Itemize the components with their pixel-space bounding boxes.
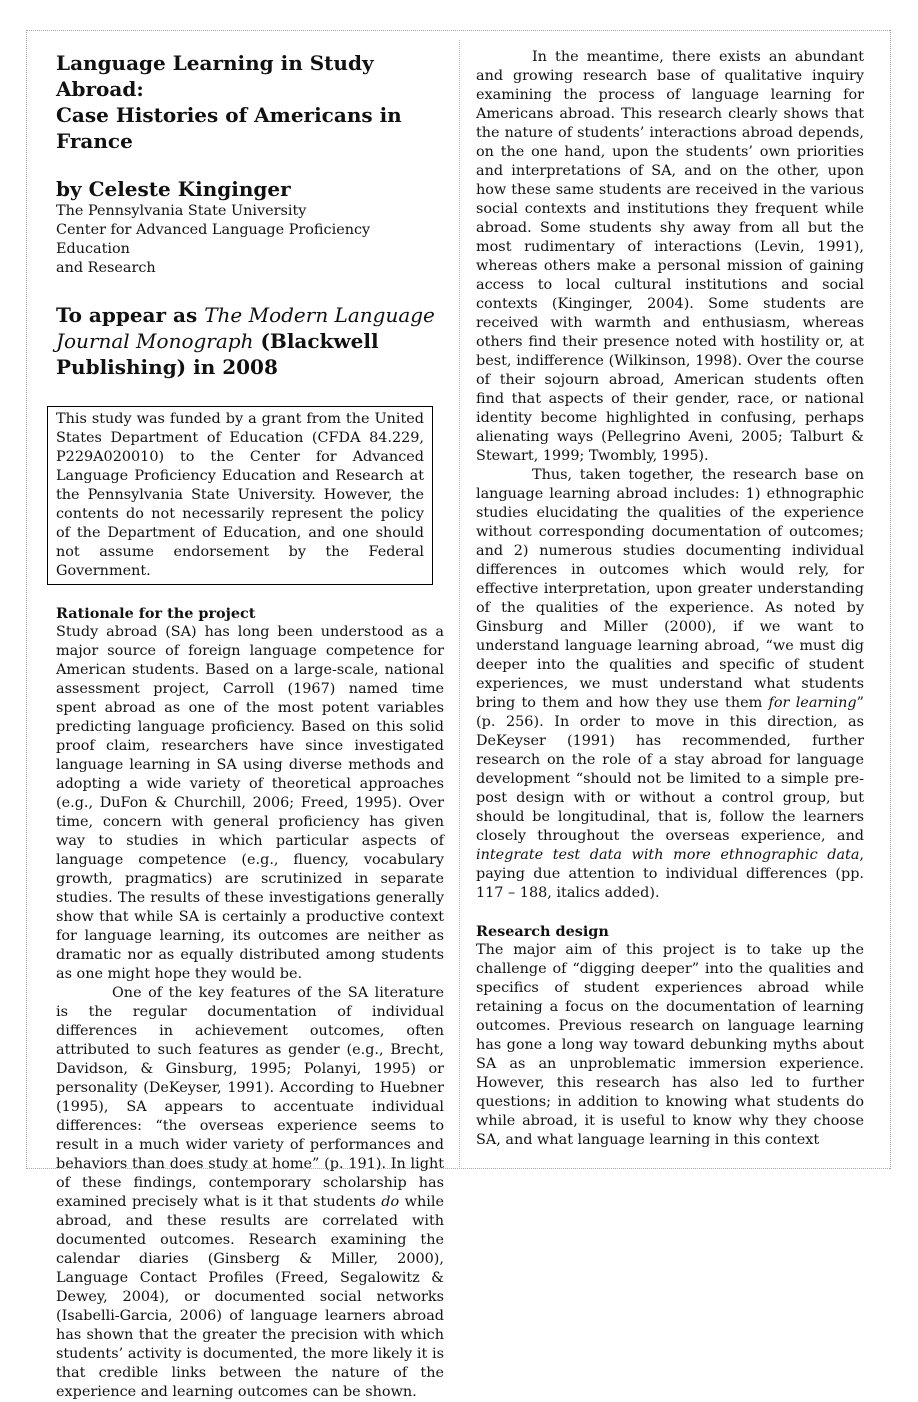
left-margin-guide <box>26 30 27 1169</box>
author-name: by Celeste Kinginger <box>56 177 291 201</box>
rationale-paragraph-3: In the meantime, there exists an abundant and growing research base of qualitative inquiry examining the process of language learning for Americans abroad. This research clearly shows that the nature of students’ interactions abroad depends, on the one hand, upon the students’ own priorities and interpretations of SA, and on the other, upon how these same students are received in the various social contexts and institutions they frequent while abroad. Some students shy away from all but the most rudimentary of interactions (Levin, 1991), whereas others make a personal mission of gaining access to local cultural institutions and social contexts (Kinginger, 2004). Some students are received with warmth and enthusiasm, whereas others find their presence noted with hostility or, at best, indifference (Wilkinson, 1998). Over the course of their sojourn abroad, American students often find that aspects of their gender, race, or national identity become highlighted in confusing, perhaps alienating ways (Pellegrino Aveni, 2005; Talburt & Stewart, 1999; Twombly, 1995). <box>476 49 864 464</box>
paragraph-text: , paying due attention to individual differences (pp. 117 – 188, italics added). <box>476 847 864 901</box>
top-margin-guide <box>26 30 890 31</box>
publication-suffix: (Blackwell Publishing) in 2008 <box>56 329 379 379</box>
spacer <box>476 903 864 922</box>
publication-journal: The Modern Language Journal Monograph <box>56 303 435 353</box>
document-title <box>56 50 444 154</box>
affiliation-line-1: The Pennsylvania State University <box>56 203 307 219</box>
publication-notice <box>56 302 444 380</box>
paragraph-text: while abroad, and these results are correlated with documented outcomes. Research examining the calendar diaries (Ginsberg & Miller, 2000), Language Contact Profiles (Freed, Segalowitz & Dewey, 2004), or documented social networks (Isabelli-Garcia, 2006) of language learners abroad has shown that the greater the precision with which students’ activity is documented, the more likely it is that credible links between the nature of the experience and learning outcomes can be shown. <box>56 1194 444 1400</box>
emphasis-text: do <box>381 1194 400 1210</box>
funding-note-box: This study was funded by a grant from the United States Department of Education (CFDA 84.229, P229A020010) to the Center for Advanced Language Proficiency Education and Research at the Pennsylvania State University. However, the contents do not necessarily represent the policy of the Department of Education, and one should not assume endorsement by the Federal Government. <box>47 406 433 585</box>
affiliation-line-2: Center for Advanced Language Proficiency Education <box>56 222 371 257</box>
publication-prefix: To appear as <box>56 303 205 327</box>
paragraph-text: ” (p. 256). In order to move in this direction, as DeKeyser (1991) has recommended, further research on the role of a stay abroad for language development “should not be limited to a simple pre-post design with or without a control group, but should be longitudinal, that is, follow the learners closely throughout the overseas experience, and <box>476 695 864 844</box>
rationale-paragraph-4 <box>476 466 864 903</box>
paragraph-text: Thus, taken together, the research base on language learning abroad includes: 1) ethnographic studies elucidating the qualities of the experience without corresponding documentation of outcomes; and 2) numerous studies documenting individual differences in outcomes which would rely, for effective interpretation, upon greater understanding of the qualities of the experience. As noted by Ginsburg and Miller (2000), if we want to understand language learning abroad, “we must dig deeper into the qualities and specific of student experiences, we must understand what students bring to them and how they use them <box>476 467 864 711</box>
right-column <box>476 48 864 1170</box>
research-design-paragraph-1: The major aim of this project is to take up the challenge of “digging deeper” into the qualities and specifics of student experiences abroad while retaining a focus on the documentation of learning outcomes. Previous research on language learning has gone a long way toward debunking myths about SA as an unproblematic immersion experience. However, this research has also led to further questions; in addition to knowing what students do while abroad, it is useful to know why they choose SA, and what language learning in this context <box>476 942 864 1148</box>
emphasis-text: for learning <box>768 695 857 711</box>
emphasis-text: integrate test data with more ethnographic data <box>476 847 860 863</box>
rationale-paragraph-2 <box>56 984 444 1402</box>
right-margin-guide <box>890 30 891 1169</box>
column-divider-guide <box>459 40 460 1169</box>
spacer <box>56 585 444 604</box>
affiliation-line-3: and Research <box>56 260 156 276</box>
rationale-heading: Rationale for the project <box>56 605 256 622</box>
left-column <box>56 44 444 1402</box>
research-design-heading: Research design <box>476 923 609 940</box>
title-line-1: Language Learning in Study Abroad: <box>56 51 374 101</box>
title-line-2: Case Histories of Americans in France <box>56 103 402 153</box>
rationale-paragraph-1: Study abroad (SA) has long been understood as a major source of foreign language competence for American students. Based on a large-scale, national assessment project, Carroll (1967) named time spent abroad as one of the most potent variables predicting language proficiency. Based on this solid proof claim, researchers have since investigated language learning in SA using diverse methods and adopting a wide variety of theoretical approaches (e.g., DuFon & Churchill, 2006; Freed, 1995). Over time, concern with general proficiency has given way to studies in which particular aspects of language competence (e.g., fluency, vocabulary growth, pragmatics) are scrutinized in separate studies. The results of these investigations generally show that while SA is certainly a productive context for language learning, its outcomes are neither as dramatic nor as equally distributed among students as one might hope they would be. <box>56 624 444 982</box>
paragraph-text: One of the key features of the SA literature is the regular documentation of individual differences in achievement outcomes, often attributed to such features as gender (e.g., Brecht, Davidson, & Ginsburg, 1995; Polanyi, 1995) or personality (DeKeyser, 1991). According to Huebner (1995), SA appears to accentuate individual differences: “the overseas experience seems to result in a much wider variety of performances and behaviors than does study at home” (p. 191). In light of these findings, contemporary scholarship has examined precisely what is it that students <box>56 985 444 1210</box>
